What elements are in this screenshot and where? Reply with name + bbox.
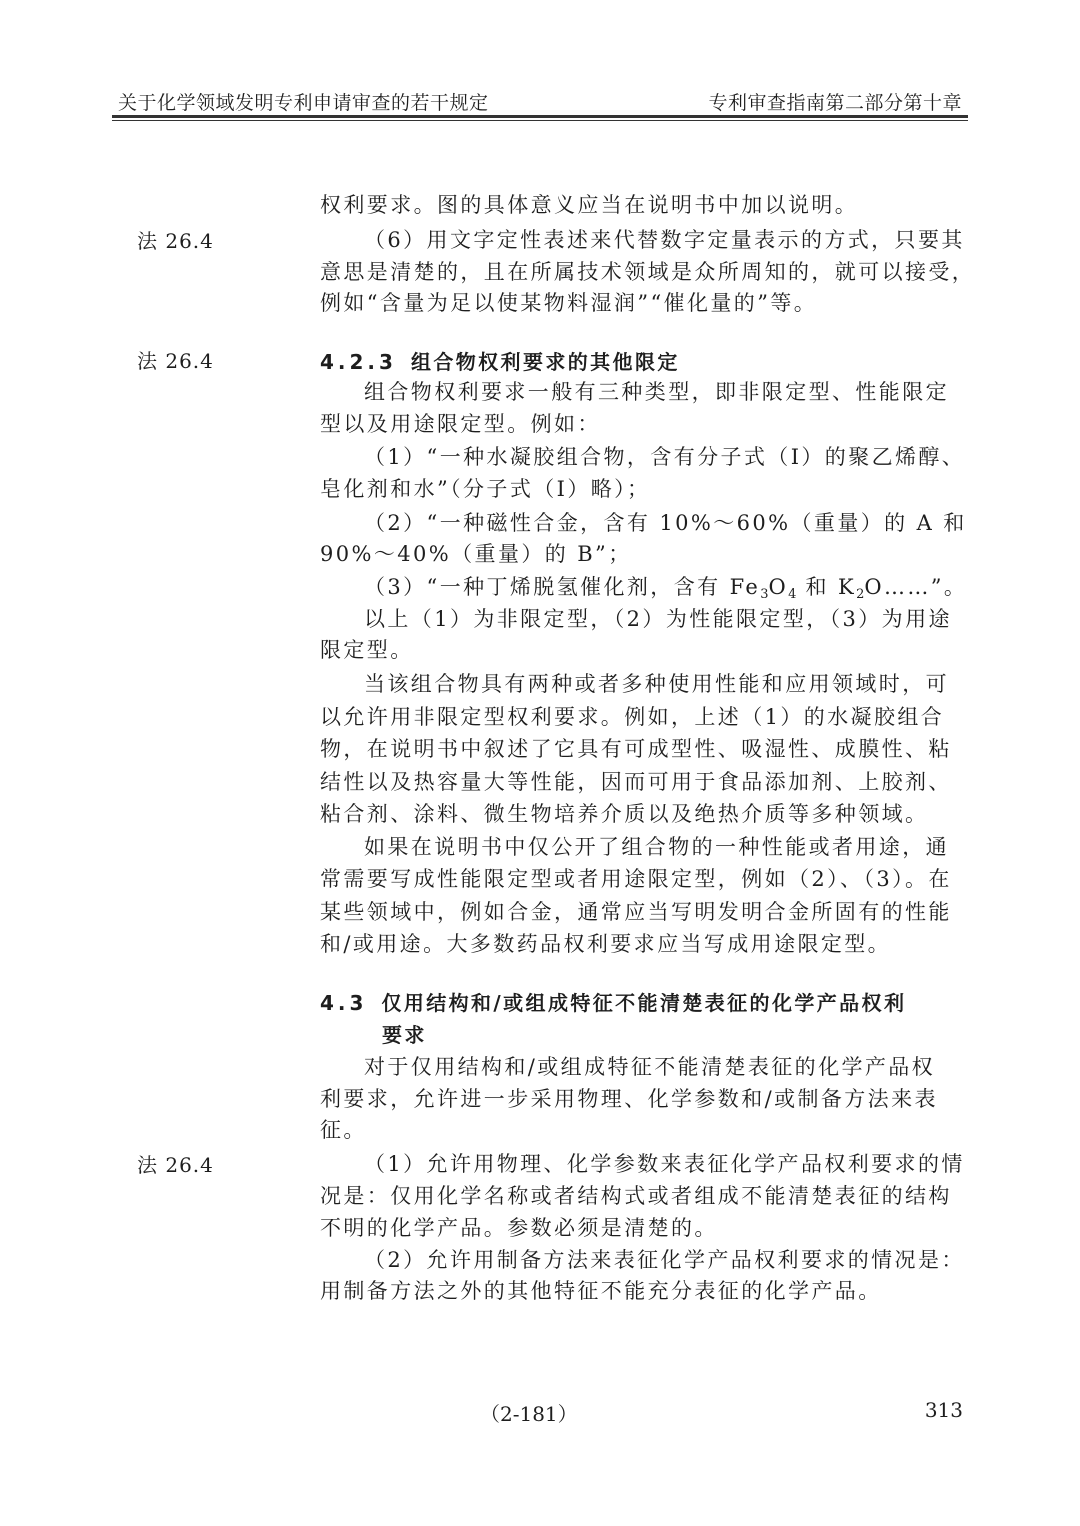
page-number: 313 <box>924 1398 963 1422</box>
body-line: 利要求，允许进一步采用物理、化学参数和/或制备方法来表 <box>320 1087 938 1111</box>
section-number: 4.3 <box>320 991 368 1015</box>
section-title: 仅用结构和/或组成特征不能清楚表征的化学产品权利 <box>381 991 907 1015</box>
section-number: 4.2.3 <box>320 350 397 374</box>
body-line: 限定型。 <box>320 638 414 662</box>
body-line: 物，在说明书中叙述了它具有可成型性、吸湿性、成膜性、粘 <box>320 737 952 761</box>
body-line: 90%～40%（重量）的 B”； <box>320 542 632 566</box>
body-line: 如果在说明书中仅公开了组合物的一种性能或者用途，通 <box>364 835 949 859</box>
body-line: 型以及用途限定型。例如： <box>320 412 601 436</box>
section-page-number: （2-181） <box>480 1402 578 1426</box>
body-line: 例如“含量为足以使某物料湿润”“催化量的”等。 <box>320 291 818 315</box>
formula-text: 和 K <box>796 575 857 599</box>
margin-note: 法 26.4 <box>137 229 214 253</box>
margin-note: 法 26.4 <box>137 1153 214 1177</box>
body-line: 和/或用途。大多数药品权利要求应当写成用途限定型。 <box>320 932 892 956</box>
body-line: 对于仅用结构和/或组成特征不能清楚表征的化学产品权 <box>364 1055 936 1079</box>
body-line: 不明的化学产品。参数必须是清楚的。 <box>320 1216 718 1240</box>
page-header <box>0 0 1080 120</box>
section-heading-4-2-3 <box>320 346 680 375</box>
body-line: 意思是清楚的，且在所属技术领域是众所周知的，就可以接受， <box>320 260 976 284</box>
body-line: 权利要求。图的具体意义应当在说明书中加以说明。 <box>320 193 859 217</box>
body-line: 当该组合物具有两种或者多种使用性能和应用领域时，可 <box>364 672 949 696</box>
body-line: 征。 <box>320 1118 367 1142</box>
formula-text: （3）“一种丁烯脱氢催化剂，含有 Fe <box>364 575 761 599</box>
body-line: 用制备方法之外的其他特征不能充分表征的化学产品。 <box>320 1279 882 1303</box>
body-line: 组合物权利要求一般有三种类型，即非限定型、性能限定 <box>364 380 949 404</box>
body-line: （2）允许用制备方法来表征化学产品权利要求的情况是： <box>364 1248 965 1272</box>
subscript: 4 <box>788 587 797 602</box>
section-heading-4-3 <box>320 987 906 1016</box>
body-line: 结性以及热容量大等性能，因而可用于食品添加剂、上胶剂、 <box>320 770 952 794</box>
formula-text: O <box>768 575 789 599</box>
body-line: （2）“一种磁性合金，含有 10%～60%（重量）的 A 和 <box>364 511 967 535</box>
section-title: 组合物权利要求的其他限定 <box>410 350 680 374</box>
header-right-title: 专利审查指南第二部分第十章 <box>708 92 962 114</box>
section-title-continued: 要求 <box>382 1023 427 1047</box>
body-line: 况是：仅用化学名称或者结构式或者组成不能清楚表征的结构 <box>320 1184 952 1208</box>
body-line: 某些领域中，例如合金，通常应当写明发明合金所固有的性能 <box>320 900 952 924</box>
body-line: 皂化剂和水”（分子式（Ⅰ）略）； <box>320 477 651 501</box>
body-line-formula <box>364 571 966 602</box>
body-line: （1）“一种水凝胶组合物，含有分子式（Ⅰ）的聚乙烯醇、 <box>364 445 966 469</box>
body-line: （6）用文字定性表述来代替数字定量表示的方式，只要其 <box>364 228 965 252</box>
header-left-title: 关于化学领域发明专利申请审查的若干规定 <box>118 92 489 114</box>
header-rule <box>112 115 968 118</box>
body-line: 粘合剂、涂料、微生物培养介质以及绝热介质等多种领域。 <box>320 802 929 826</box>
subscript: 2 <box>856 587 865 602</box>
body-line: （1）允许用物理、化学参数来表征化学产品权利要求的情 <box>364 1152 965 1176</box>
margin-note: 法 26.4 <box>137 349 214 373</box>
body-line: 常需要写成性能限定型或者用途限定型，例如（2）、（3）。在 <box>320 867 952 891</box>
body-line: 以允许用非限定型权利要求。例如，上述（1）的水凝胶组合 <box>320 705 945 729</box>
subscript: 3 <box>760 587 769 602</box>
header-rule-thin <box>112 120 968 121</box>
body-line: 以上（1）为非限定型，（2）为性能限定型，（3）为用途 <box>364 607 952 631</box>
formula-text: O……”。 <box>864 575 968 599</box>
